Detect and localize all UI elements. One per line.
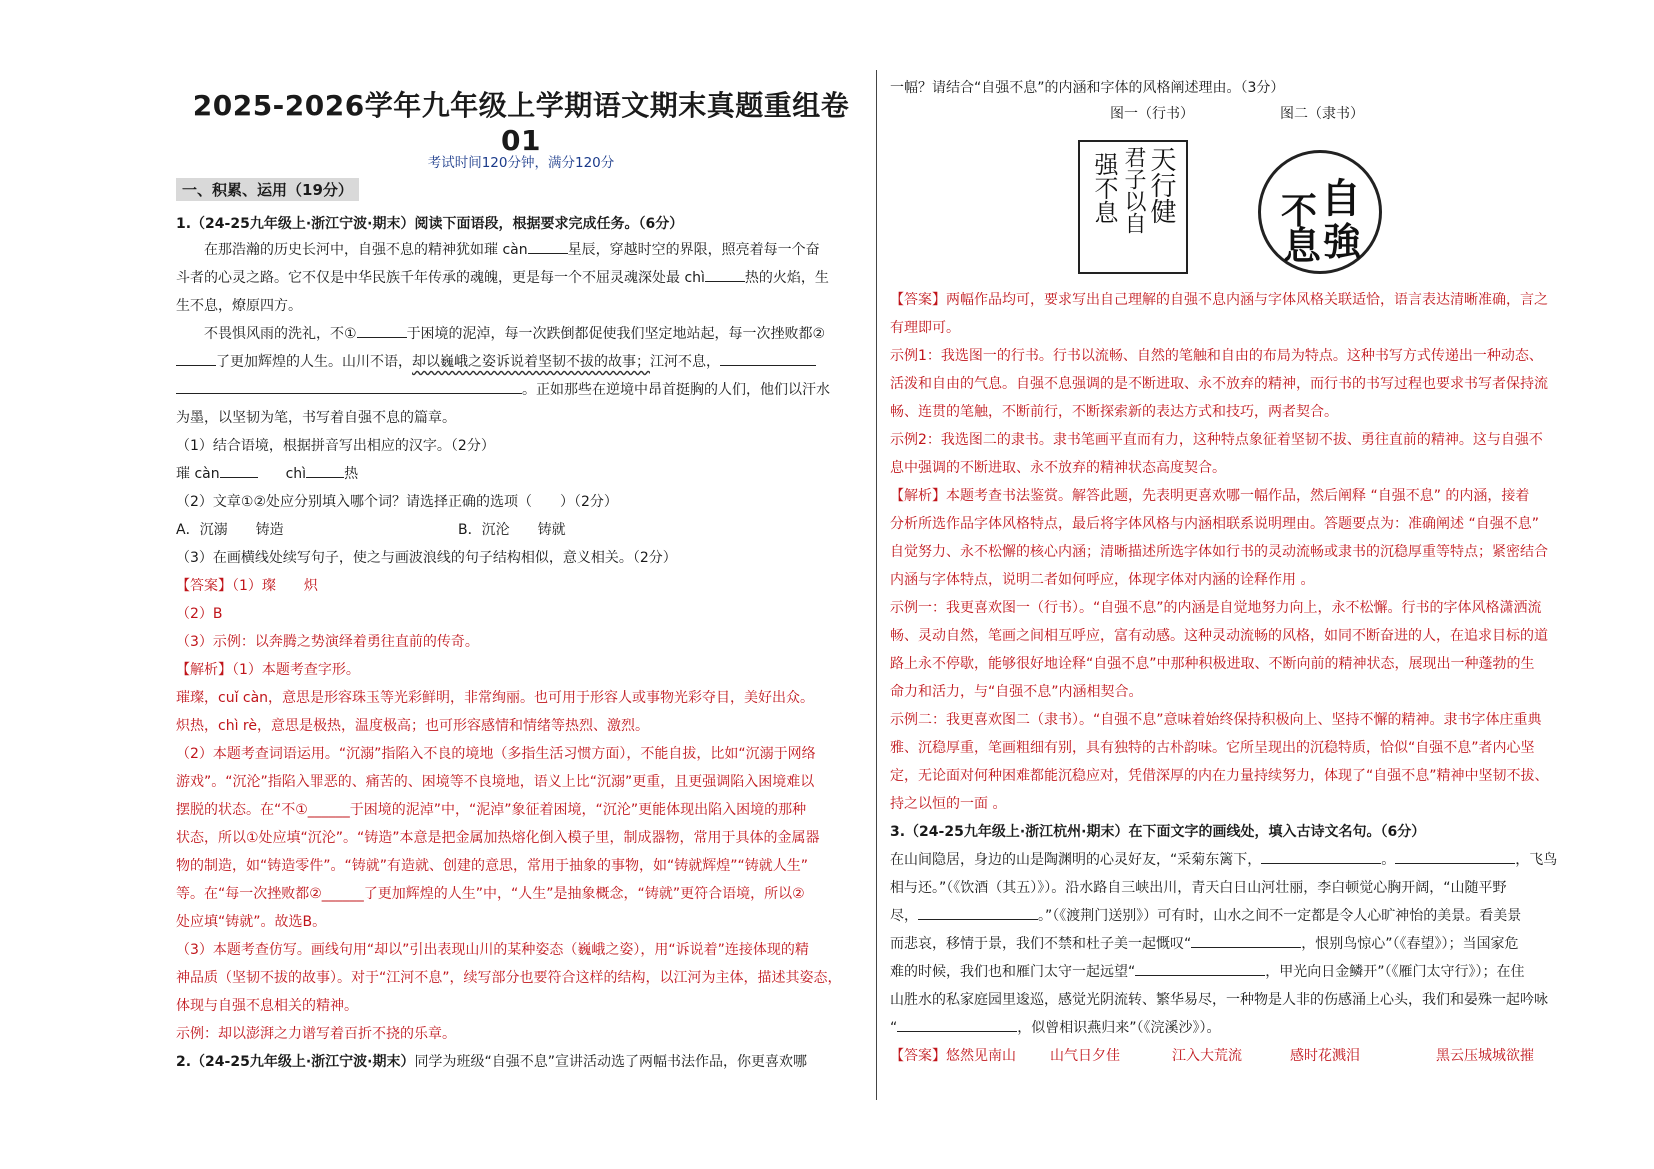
- q3-passage-line: “ ，似曾相识燕归来”（《浣溪沙》）。: [890, 1014, 1585, 1043]
- calligraphy-text: 強: [1323, 219, 1362, 264]
- q1-passage-line: 了更加辉煌的人生。山川不语，却以巍峨之姿诉说着坚韧不拔的故事；江河不息，: [176, 348, 866, 377]
- q3-heading: 3.（24-25九年级上·浙江杭州·期末）在下面文字的画线处，填入古诗文名句。（6分）: [890, 824, 1426, 840]
- calligraphy-clerical-script: [1258, 150, 1382, 274]
- q2-answer: 【答案】两幅作品均可，要求写出自己理解的自强不息内涵与字体风格关联适恰，语言表达清晰准确，言之: [890, 292, 1548, 308]
- q2-example-line: 示例二：我更喜欢图二（隶书）。“自强不息”意味着始终保持积极向上、坚持不懈的精神。隶书字体庄重典: [890, 712, 1542, 728]
- q1-options: [176, 516, 866, 545]
- column-divider: [876, 70, 877, 1100]
- q2-example-line: 畅、连贯的笔触，不断前行，不断探索新的表达方式和技巧，两者契合。: [890, 404, 1338, 420]
- q2-example-line: 持之以恒的一面 。: [890, 796, 1007, 812]
- calligraphy-text: 不: [1281, 190, 1318, 232]
- q2-analysis-line: 自觉努力、永不松懈的核心内涵；清晰描述所选字体如行书的灵动流畅或隶书的沉稳厚重等特点；紧密结合: [890, 544, 1548, 560]
- calligraphy-running-script: [1078, 140, 1188, 274]
- q1-analysis-line: 游戏”。“沉沦”指陷入罪恶的、痛苦的、困境等不良境地，语义上比“沉溺”更重，且更强调陷入困境难以: [176, 774, 815, 790]
- q1-analysis-line: 体现与自强不息相关的精神。: [176, 998, 358, 1014]
- option-a: A．沉溺 铸造: [176, 522, 284, 538]
- q1-analysis: 【解析】（1）本题考查字形。: [176, 662, 360, 678]
- page-title: 2025-2026学年九年级上学期语文期末真题重组卷 01: [192, 89, 850, 157]
- wavy-underlined-sentence: 却以巍峨之姿诉说着坚韧不拔的故事；: [412, 354, 650, 370]
- exam-info: 考试时间120分钟，满分120分: [427, 155, 615, 171]
- q2-answer-line: 有理即可。: [890, 320, 960, 336]
- q2-example-line: 定，无论面对何种困难都能沉稳应对，凭借深厚的内在力量持续努力，体现了“自强不息”精神中坚韧不拔、: [890, 768, 1549, 784]
- q1-passage-line: 。正如那些在逆境中昂首挺胸的人们，他们以汗水: [176, 376, 866, 405]
- q2-example-line: 息中强调的不断进取、永不放弃的精神状态高度契合。: [890, 460, 1226, 476]
- q1-heading: 1.（24-25九年级上·浙江宁波·期末）阅读下面语段，根据要求完成任务。（6分）: [176, 216, 684, 232]
- q2-example-line: 畅、灵动自然，笔画之间相互呼应，富有动感。这种灵动流畅的风格，如同不断奋进的人，在追求目标的道: [890, 628, 1548, 644]
- q1-answer: 【答案】（1）璨 炽: [176, 578, 318, 594]
- q2-heading: 2.（24-25九年级上·浙江宁波·期末）同学为班级“自强不息”宣讲活动选了两幅书法作品，你更喜欢哪: [176, 1054, 807, 1070]
- q1-analysis-line: 等。在“每一次挫败都②______了更加辉煌的人生”中，“人生”是抽象概念，“铸就”更符合语境，所以②: [176, 886, 805, 902]
- q2-example-line: 命力和活力，与“自强不息”内涵相契合。: [890, 684, 1143, 700]
- q2-analysis-line: 内涵与字体特点，说明二者如何呼应，体现字体对内涵的诠释作用 。: [890, 572, 1315, 588]
- q1-analysis-line: 物的制造，如“铸造零件”。“铸就”有造就、创建的意思，常用于抽象的事物，如“铸就辉煌”“铸就人生”: [176, 858, 809, 874]
- q3-passage-line: 尽， 。”（《渡荆门送别》）可有时，山水之间不一定都是令人心旷神怡的美景。看美景: [890, 902, 1585, 931]
- q1-analysis-line: 处应填“铸就”。故选B。: [176, 914, 327, 930]
- q1-sub2: （2）文章①②处应分别填入哪个词？请选择正确的选项（ ）（2分）: [176, 494, 618, 510]
- q1-answer-2: （2）B: [176, 606, 223, 622]
- figure-2-caption: 图二（隶书）: [1280, 106, 1364, 122]
- q1-analysis-line: 示例：却以澎湃之力谱写着百折不挠的乐章。: [176, 1026, 456, 1042]
- q2-example-line: 示例1：我选图一的行书。行书以流畅、自然的笔触和自由的布局为特点。这种书写方式传递出一种动态、: [890, 348, 1543, 364]
- q1-analysis-line: 炽热，chì rè，意思是极热，温度极高；也可形容感情和情绪等热烈、激烈。: [176, 718, 649, 734]
- q2-analysis-line: 分析所选作品字体风格特点，最后将字体风格与内涵相联系说明理由。答题要点为：准确阐述 “自强不息”: [890, 516, 1539, 532]
- calligraphy-text: 天行健: [1146, 146, 1176, 224]
- q1-analysis-line: （2）本题考查词语运用。“沉溺”指陷入不良的境地（多指生活习惯方面），不能自拔，比如“沉溺于网络: [176, 746, 816, 762]
- option-b: B．沉沦 铸就: [458, 522, 566, 538]
- q2-example-line: 雅、沉稳厚重，笔画粗细有别，具有独特的古朴韵味。它所呈现出的沉稳特质，恰似“自强不息”者内心坚: [890, 740, 1535, 756]
- q3-passage-line: 而悲哀，移情于景，我们不禁和杜子美一起慨叹“ ，恨别鸟惊心”（《春望》）；当国家危: [890, 930, 1585, 959]
- q1-passage-line: 斗者的心灵之路。它不仅是中华民族千年传承的魂魄，更是每一个不屈灵魂深处最 chì 热的火焰，生: [176, 264, 866, 293]
- q2-example-line: 示例一：我更喜欢图一（行书）。“自强不息”的内涵是自觉地努力向上，永不松懈。行书的字体风格潇洒流: [890, 600, 1542, 616]
- calligraphy-text: 息: [1283, 223, 1322, 268]
- q1-passage-line: 为墨，以坚韧为笔，书写着自强不息的篇章。: [176, 410, 456, 426]
- q1-answer-3: （3）示例：以奔腾之势演绎着勇往直前的传奇。: [176, 634, 479, 650]
- q2-analysis: 【解析】本题考查书法鉴赏。解答此题，先表明更喜欢哪一幅作品，然后阐释 “自强不息” 的内涵，接着: [890, 488, 1530, 504]
- q3-passage-line: 难的时候，我们也和雁门太守一起远望“ ，甲光向日金鳞开”（《雁门太守行》）；在住: [890, 958, 1585, 987]
- q2-continued: 一幅？请结合“自强不息”的内涵和字体的风格阐述理由。（3分）: [890, 80, 1285, 96]
- q1-passage-line: 不畏惧风雨的洗礼，不① 于困境的泥淖，每一次跌倒都促使我们坚定地站起，每一次挫败都②: [176, 320, 866, 349]
- q2-example-line: 示例2：我选图二的隶书。隶书笔画平直而有力，这种特点象征着坚韧不拔、勇往直前的精神。这与自强不: [890, 432, 1543, 448]
- q1-analysis-line: 状态，所以①处应填“沉沦”。“铸造”本意是把金属加热熔化倒入模子里，制成器物，常用于具体的金属器: [176, 830, 820, 846]
- figure-1-caption: 图一（行书）: [1110, 106, 1194, 122]
- q2-example-line: 路上永不停歇，能够很好地诠释“自强不息”中那种积极进取、不断向前的精神状态，展现出一种蓬勃的生: [890, 656, 1535, 672]
- section-heading: 一、积累、运用（19分）: [176, 178, 359, 201]
- q1-sub1: （1）结合语境，根据拼音写出相应的汉字。（2分）: [176, 438, 495, 454]
- calligraphy-text: 自: [1321, 175, 1361, 222]
- q2-example-line: 活泼和自由的气息。自强不息强调的是不断进取、永不放弃的精神，而行书的书写过程也要求书写者保持流: [890, 376, 1548, 392]
- q1-analysis-line: 璀璨，cuǐ càn，意思是形容珠玉等光彩鲜明，非常绚丽。也可用于形容人或事物光彩夺目，美好出众。: [176, 690, 815, 706]
- q1-analysis-line: 神品质（坚韧不拔的故事）。对于“江河不息”，续写部分也要符合这样的结构，以江河为主体，描述其姿态，: [176, 970, 842, 986]
- q3-passage-line: 相与还。”（《饮酒（其五）》）。沿水路自三峡出川，青天白日山河壮丽，李白顿觉心胸开阔，“山随平野: [890, 880, 1507, 896]
- q3-passage-line: 山胜水的私家庭园里逡巡，感觉光阴流转、繁华易尽，一种物是人非的伤感涌上心头，我们和晏殊一起吟咏: [890, 992, 1548, 1008]
- q1-passage-line: 生不息，燎原四方。: [176, 298, 302, 314]
- calligraphy-text: 君子以自: [1121, 146, 1146, 234]
- q3-answer: 【答案】悠然见南山 山气日夕佳 江入大荒流 感时花溅泪 黑云压城城欲摧: [890, 1048, 1534, 1064]
- q1-sub1-blanks: 璀 càn chì 热: [176, 460, 866, 489]
- q1-passage-line: 在那浩瀚的历史长河中，自强不息的精神犹如璀 càn 星辰，穿越时空的界限，照亮着每一个奋: [176, 236, 866, 265]
- q1-sub3: （3）在画横线处续写句子，使之与画波浪线的句子结构相似，意义相关。（2分）: [176, 550, 677, 566]
- q3-passage-line: 在山间隐居，身边的山是陶渊明的心灵好友，“采菊东篱下， 。 ，飞鸟: [890, 846, 1585, 875]
- q1-analysis-line: 摆脱的状态。在“不①______于困境的泥淖”中，“泥淖”象征着困境，“沉沦”更能体现出陷入困境的那种: [176, 802, 807, 818]
- calligraphy-text: 强不息: [1090, 152, 1118, 224]
- q1-analysis-line: （3）本题考查仿写。画线句用“却以”引出表现山川的某种姿态（巍峨之姿），用“诉说着”连接体现的精: [176, 942, 809, 958]
